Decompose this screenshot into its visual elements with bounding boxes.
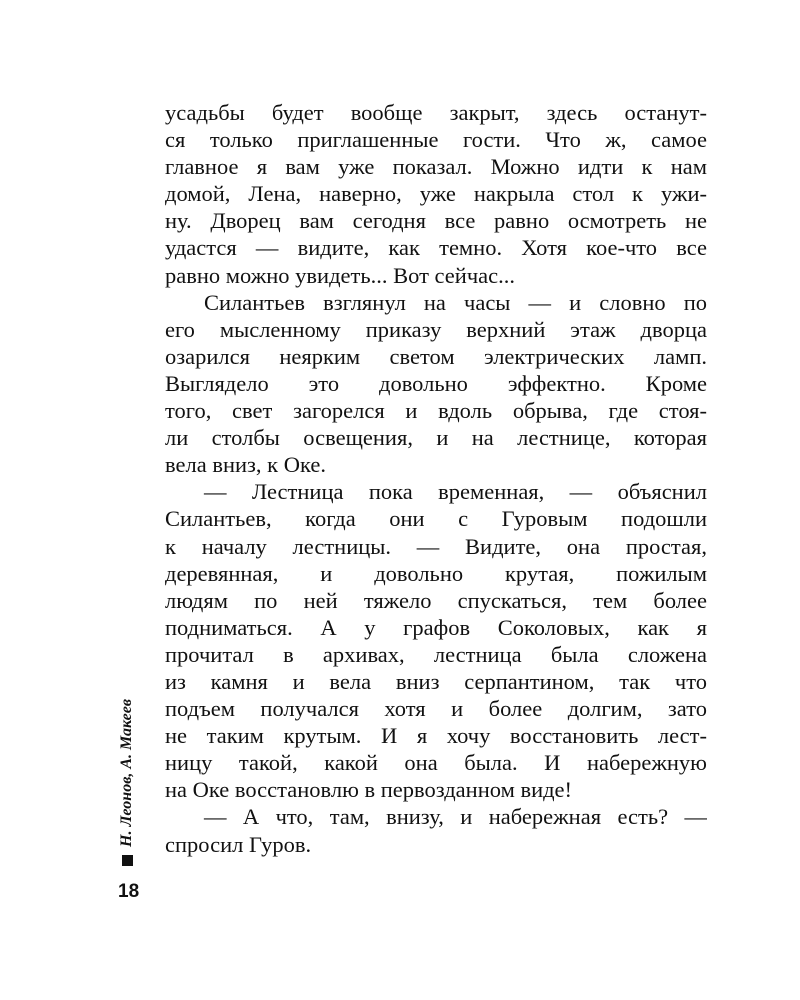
- text-line: людям по ней тяжело спускаться, тем более: [165, 587, 707, 613]
- text-line: на Оке восстановлю в первозданном виде!: [165, 777, 573, 803]
- text-line: его мысленному приказу верхний этаж дворца: [165, 316, 707, 342]
- text-line: озарился неярким светом электрических ламп.: [165, 343, 707, 369]
- text-line: прочитал в архивах, лестница была сложена: [165, 641, 707, 667]
- text-line: деревянная, и довольно крутая, пожилым: [165, 560, 707, 586]
- text-line: ся только приглашенные гости. Что ж, самое: [165, 127, 707, 153]
- text-line: — Лестница пока временная, — объяснил: [204, 479, 707, 505]
- text-line: — А что, там, внизу, и набережная есть? —: [204, 804, 707, 830]
- text-line: того, свет загорелся и вдоль обрыва, где стоя-: [165, 398, 707, 424]
- text-line: из камня и вела вниз серпантином, так что: [165, 668, 707, 694]
- text-line: не таким крутым. И я хочу восстановить лест-: [165, 723, 707, 749]
- text-line: равно можно увидеть... Вот сейчас...: [165, 262, 515, 288]
- text-line: Силантьев взглянул на часы — и словно по: [204, 289, 707, 315]
- square-marker-icon: [122, 855, 133, 866]
- page-number: 18: [118, 881, 140, 902]
- text-line: ли столбы освещения, и на лестнице, которая: [165, 425, 707, 451]
- text-line: ницу такой, какой она была. И набережную: [165, 750, 707, 776]
- text-line: спросил Гуров.: [165, 831, 312, 857]
- running-head-authors: Н. Леонов, А. Макеев: [118, 699, 135, 847]
- text-line: к началу лестницы. — Видите, она простая,: [165, 533, 707, 559]
- text-line: подъем получался хотя и более долгим, зато: [165, 696, 707, 722]
- text-line: усадьбы будет вообще закрыт, здесь останут-: [165, 100, 707, 125]
- text-line: вела вниз, к Оке.: [165, 452, 326, 478]
- running-head: [115, 699, 139, 866]
- text-line: домой, Лена, наверно, уже накрыла стол к ужи-: [165, 181, 707, 207]
- text-line: главное я вам уже показал. Можно идти к нам: [165, 154, 707, 180]
- text-line: ну. Дворец вам сегодня все равно осмотреть не: [165, 208, 707, 234]
- body-text: [165, 99, 707, 858]
- text-line: подниматься. А у графов Соколовых, как я: [165, 614, 707, 640]
- text-line: удастся — видите, как темно. Хотя кое-что все: [165, 235, 707, 261]
- text-line: Выглядело это довольно эффектно. Кроме: [165, 370, 707, 396]
- text-line: Силантьев, когда они с Гуровым подошли: [165, 506, 707, 532]
